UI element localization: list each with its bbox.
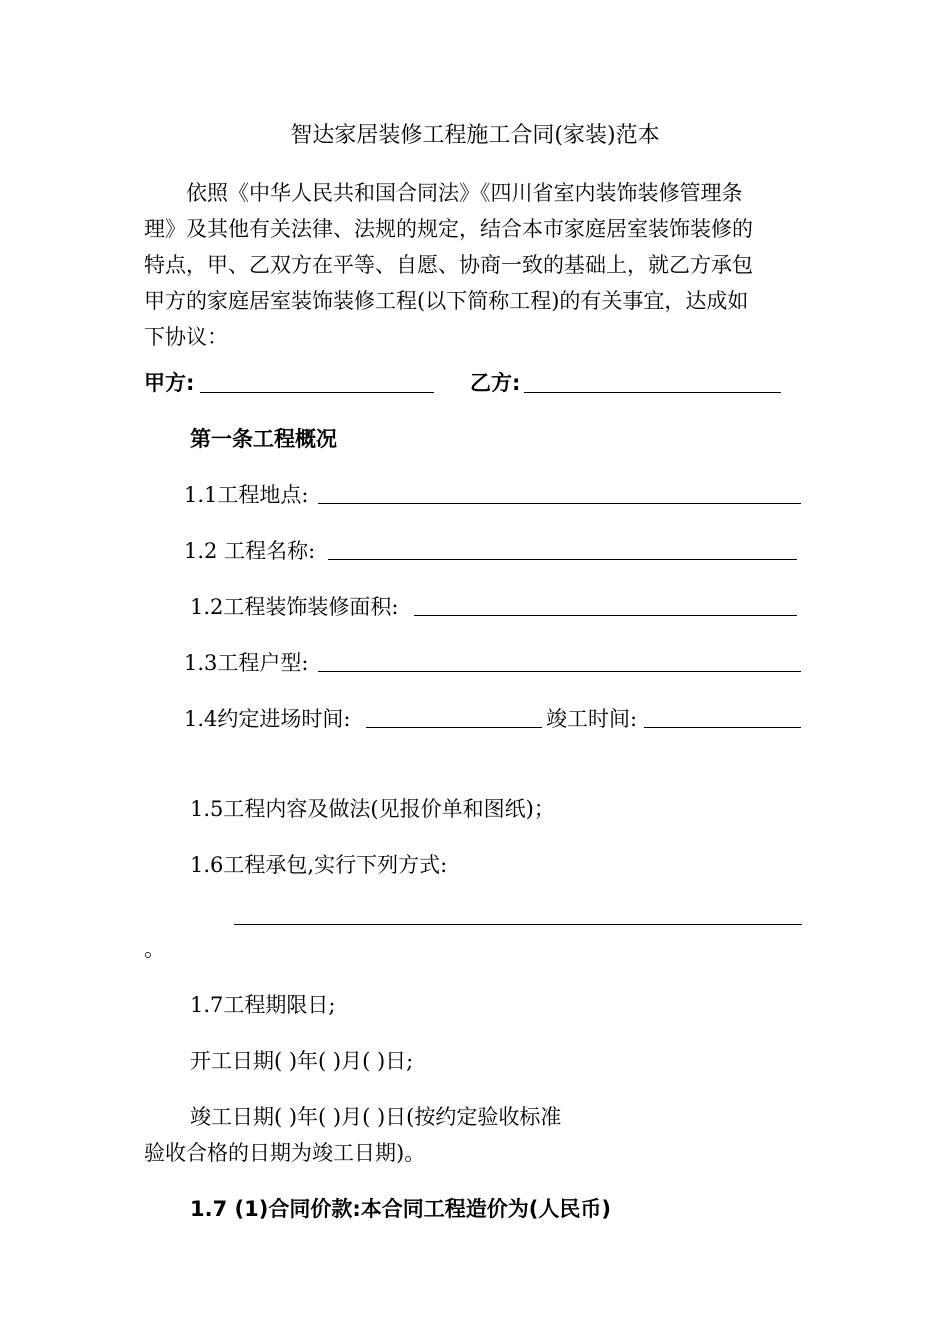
section-heading: 第一条工程概况: [190, 427, 337, 451]
project-name-label: 1.2 工程名称:: [184, 539, 316, 563]
intro-line: 甲方的家庭居室装饰装修工程(以下简称工程)的有关事宜，达成如: [144, 289, 749, 313]
party-a-blank[interactable]: [200, 392, 434, 393]
party-b-blank[interactable]: [524, 392, 781, 393]
completion-time-label: 竣工时间:: [546, 707, 638, 731]
page-title: 智达家居装修工程施工合同(家装)范本: [290, 123, 660, 148]
period-item: 1.7工程期限日;: [190, 993, 336, 1017]
layout-label: 1.3工程户型:: [184, 651, 309, 675]
end-date-line: 竣工日期( )年( )月( )日(按约定验收标准: [190, 1105, 562, 1129]
project-name-blank[interactable]: [328, 559, 797, 560]
location-blank[interactable]: [318, 503, 801, 504]
entry-time-blank[interactable]: [366, 727, 542, 728]
intro-line: 特点，甲、乙双方在平等、自愿、协商一致的基础上，就乙方承包: [144, 253, 753, 277]
entry-time-label: 1.4约定进场时间:: [184, 707, 351, 731]
party-a-label: 甲方:: [144, 371, 195, 395]
start-date-line: 开工日期( )年( )月( )日;: [190, 1049, 414, 1073]
contract-price-item: 1.7 (1)合同价款:本合同工程造价为(人民币): [190, 1197, 611, 1221]
layout-blank[interactable]: [318, 671, 801, 672]
intro-line: 理》及其他有关法律、法规的规定，结合本市家庭居室装饰装修的: [144, 217, 753, 241]
end-date-line: 验收合格的日期为竣工日期)。: [144, 1141, 426, 1165]
intro-line: 依照《中华人民共和国合同法》《四川省室内装饰装修管理条: [186, 181, 743, 205]
contract-mode-blank[interactable]: [234, 924, 802, 925]
completion-time-blank[interactable]: [644, 727, 801, 728]
location-label: 1.1工程地点:: [184, 483, 309, 507]
area-blank[interactable]: [414, 615, 797, 616]
work-content-item: 1.5工程内容及做法(见报价单和图纸)；: [190, 797, 555, 821]
period-mark: 。: [144, 937, 165, 961]
party-b-label: 乙方:: [470, 371, 521, 395]
area-label: 1.2工程装饰装修面积:: [190, 595, 399, 619]
contract-mode-item: 1.6工程承包,实行下列方式:: [190, 853, 448, 877]
intro-line: 下协议：: [144, 325, 228, 349]
